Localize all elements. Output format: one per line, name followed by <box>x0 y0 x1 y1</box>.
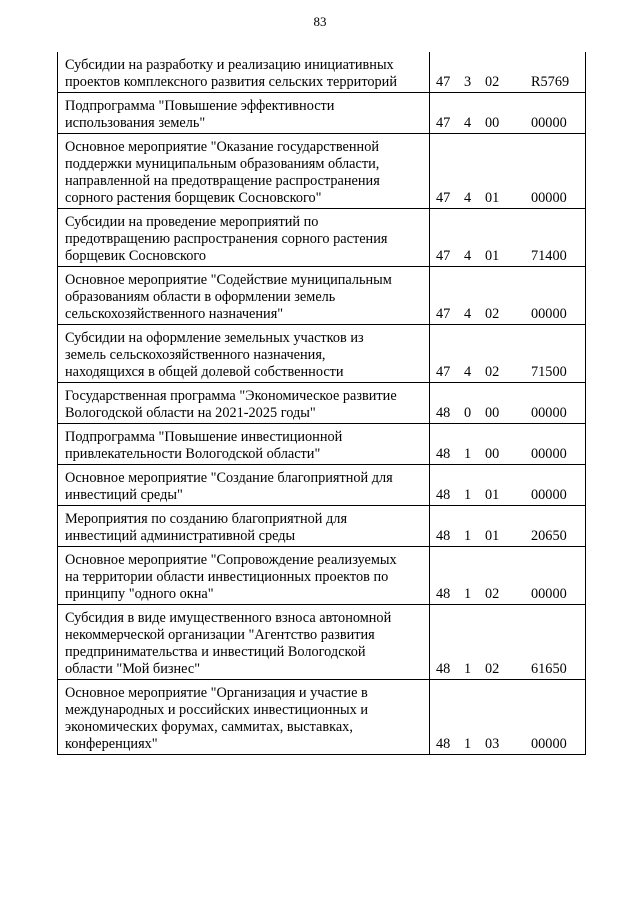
code-c: 02 <box>485 306 500 322</box>
code-d: 20650 <box>531 528 567 544</box>
code-a: 48 <box>436 586 451 602</box>
row-description: Основное мероприятие "Сопровождение реализуемых на территории области инвестиционных проектов по принципу "одного окна" <box>58 547 430 605</box>
code-a: 47 <box>436 74 451 90</box>
code-a: 48 <box>436 487 451 503</box>
code-d: 00000 <box>531 306 567 322</box>
row-description: Основное мероприятие "Организация и участие в международных и российских инвестиционных и экономических форумах, саммитах, выставках, конференциях" <box>58 680 430 755</box>
code-d: 00000 <box>531 487 567 503</box>
table-row <box>58 680 586 755</box>
row-codes <box>430 93 586 134</box>
code-d: 00000 <box>531 736 567 752</box>
row-description: Субсидии на разработку и реализацию инициативных проектов комплексного развития сельских территорий <box>58 52 430 93</box>
row-description: Субсидии на проведение мероприятий по предотвращению распространения сорного растения борщевик Сосновского <box>58 209 430 267</box>
table-row <box>58 325 586 383</box>
code-b: 4 <box>464 248 472 264</box>
code-d: 00000 <box>531 405 567 421</box>
code-a: 47 <box>436 364 451 380</box>
code-c: 01 <box>485 528 500 544</box>
row-codes <box>430 680 586 755</box>
code-c: 03 <box>485 736 500 752</box>
row-description: Субсидия в виде имущественного взноса автономной некоммерческой организации "Агентство развития предпринимательства и инвестиций Вологодской области "Мой бизнес" <box>58 605 430 680</box>
row-codes <box>430 547 586 605</box>
code-d: 00000 <box>531 446 567 462</box>
row-description: Подпрограмма "Повышение эффективности использования земель" <box>58 93 430 134</box>
code-d: 00000 <box>531 586 567 602</box>
row-codes <box>430 424 586 465</box>
code-d: 00000 <box>531 190 567 206</box>
code-c: 02 <box>485 364 500 380</box>
row-codes <box>430 465 586 506</box>
table-row <box>58 267 586 325</box>
page-number: 83 <box>313 14 327 29</box>
code-b: 1 <box>464 528 472 544</box>
table-row <box>58 547 586 605</box>
row-description: Основное мероприятие "Создание благоприятной для инвестиций среды" <box>58 465 430 506</box>
code-b: 3 <box>464 74 472 90</box>
table-row <box>58 605 586 680</box>
code-b: 1 <box>464 661 472 677</box>
code-a: 47 <box>436 306 451 322</box>
code-b: 1 <box>464 487 472 503</box>
code-b: 4 <box>464 364 472 380</box>
code-b: 4 <box>464 306 472 322</box>
budget-classification-table <box>57 52 586 755</box>
code-c: 01 <box>485 190 500 206</box>
code-b: 1 <box>464 586 472 602</box>
code-d: 71500 <box>531 364 567 380</box>
code-c: 02 <box>485 586 500 602</box>
row-codes <box>430 134 586 209</box>
row-codes <box>430 209 586 267</box>
code-a: 48 <box>436 528 451 544</box>
table-row <box>58 209 586 267</box>
code-a: 48 <box>436 736 451 752</box>
code-d: 00000 <box>531 115 567 131</box>
code-b: 1 <box>464 446 472 462</box>
row-description: Мероприятия по созданию благоприятной для инвестиций административной среды <box>58 506 430 547</box>
table-row <box>58 424 586 465</box>
code-c: 00 <box>485 446 500 462</box>
table-row <box>58 93 586 134</box>
row-description: Государственная программа "Экономическое развитие Вологодской области на 2021-2025 годы" <box>58 383 430 424</box>
code-c: 01 <box>485 248 500 264</box>
table-row <box>58 506 586 547</box>
code-d: 71400 <box>531 248 567 264</box>
row-description: Основное мероприятие "Содействие муниципальным образованиям области в оформлении земель сельскохозяйственного назначения" <box>58 267 430 325</box>
row-codes <box>430 52 586 93</box>
code-c: 01 <box>485 487 500 503</box>
code-a: 48 <box>436 405 451 421</box>
code-c: 02 <box>485 74 500 90</box>
code-a: 47 <box>436 190 451 206</box>
code-a: 47 <box>436 248 451 264</box>
code-c: 00 <box>485 115 500 131</box>
code-b: 1 <box>464 736 472 752</box>
row-codes <box>430 383 586 424</box>
table-row <box>58 465 586 506</box>
code-b: 0 <box>464 405 472 421</box>
code-c: 02 <box>485 661 500 677</box>
code-b: 4 <box>464 190 472 206</box>
table-row <box>58 383 586 424</box>
row-codes <box>430 325 586 383</box>
code-a: 48 <box>436 446 451 462</box>
code-a: 48 <box>436 661 451 677</box>
table-row <box>58 134 586 209</box>
row-codes <box>430 267 586 325</box>
code-b: 4 <box>464 115 472 131</box>
row-codes <box>430 506 586 547</box>
code-d: R5769 <box>531 74 570 90</box>
table-body <box>58 52 586 755</box>
row-description: Подпрограмма "Повышение инвестиционной привлекательности Вологодской области" <box>58 424 430 465</box>
code-c: 00 <box>485 405 500 421</box>
code-a: 47 <box>436 115 451 131</box>
table-row <box>58 52 586 93</box>
row-description: Субсидии на оформление земельных участков из земель сельскохозяйственного назначения, находящихся в общей долевой собственности <box>58 325 430 383</box>
row-codes <box>430 605 586 680</box>
code-d: 61650 <box>531 661 567 677</box>
row-description: Основное мероприятие "Оказание государственной поддержки муниципальным образованиям области, направленной на предотвращение распространения сорного растения борщевик Сосновского" <box>58 134 430 209</box>
